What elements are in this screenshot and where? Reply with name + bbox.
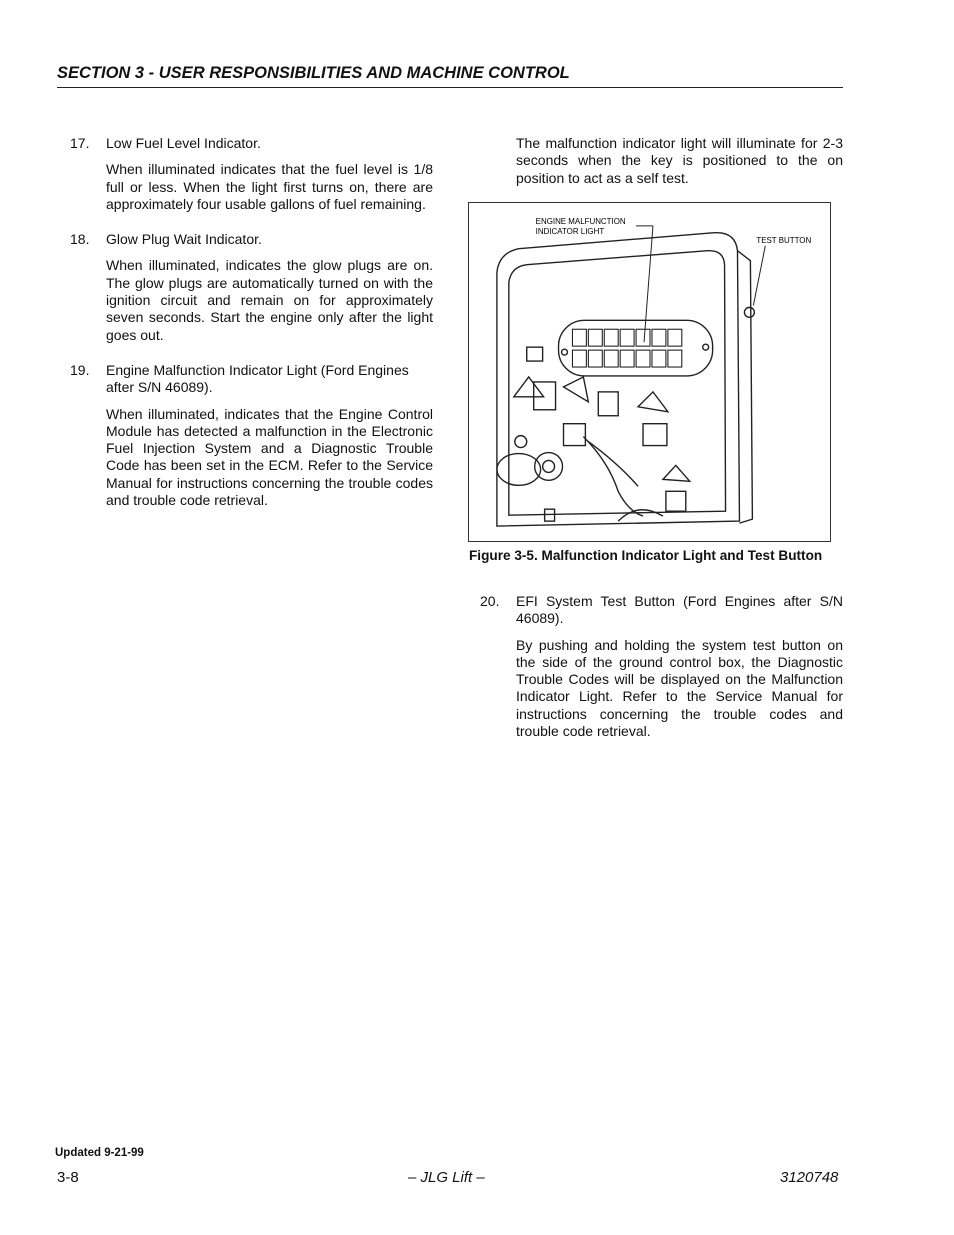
section-header: SECTION 3 - USER RESPONSIBILITIES AND MACHINE CONTROL bbox=[57, 64, 843, 88]
footer-center: – JLG Lift – bbox=[408, 1169, 485, 1186]
item-text: When illuminated indicates that the fuel level is 1/8 full or less. When the light first turns on, there are approximately four usable gallons of fuel remaining. bbox=[106, 161, 433, 212]
item-number: 19. bbox=[70, 361, 90, 378]
item-title: EFI System Test Button (Ford Engines after S/N 46089). bbox=[516, 593, 843, 627]
item-number: 18. bbox=[70, 231, 90, 248]
control-box-illustration bbox=[469, 203, 830, 541]
right-column-list bbox=[480, 593, 843, 758]
item-text: When illuminated, indicates that the Engine Control Module has detected a malfunction in the Electronic Fuel Injection System and a Diagnostic Trouble Code has been set in the ECM. Refer to the Service Manual for instructions concerning the trouble codes and trouble code retrieval. bbox=[106, 405, 433, 509]
item-title: Low Fuel Level Indicator. bbox=[106, 135, 261, 151]
updated-date: Updated 9-21-99 bbox=[55, 1147, 144, 1159]
item-text: By pushing and holding the system test button on the side of the ground control box, the Diagnostic Trouble Codes will be displayed on the Malfunction Indicator Light. Refer to the Service Manual for instructions concerning the trouble codes and trouble code retrieval. bbox=[516, 636, 843, 740]
right-intro-text: The malfunction indicator light will illuminate for 2-3 seconds when the key is positioned to the on position to act as a self test. bbox=[516, 135, 843, 186]
list-item-17 bbox=[70, 135, 433, 222]
right-intro-block bbox=[480, 135, 843, 205]
item-text: When illuminated, indicates the glow plugs are on. The glow plugs are automatically turned on with the ignition circuit and remain on for approximately seven seconds. Start the engine only after the light goes out. bbox=[106, 257, 433, 343]
item-number: 17. bbox=[70, 135, 90, 151]
left-column bbox=[70, 135, 433, 527]
figure-caption: Figure 3-5. Malfunction Indicator Light and Test Button bbox=[469, 548, 823, 563]
item-title: Glow Plug Wait Indicator. bbox=[106, 231, 262, 248]
label-indicator-light: INDICATOR LIGHT bbox=[535, 226, 605, 236]
figure-malfunction-light bbox=[468, 202, 831, 542]
list-item-19 bbox=[70, 362, 433, 518]
document-number: 3120748 bbox=[780, 1169, 839, 1186]
list-item-18 bbox=[70, 231, 433, 353]
item-number: 20. bbox=[480, 593, 500, 609]
page-number: 3-8 bbox=[57, 1169, 79, 1186]
item-title: Engine Malfunction Indicator Light (Ford Engines after S/N 46089). bbox=[106, 361, 409, 396]
label-test-button: TEST BUTTON bbox=[756, 235, 812, 245]
list-item-20 bbox=[480, 593, 843, 749]
label-engine-malfunction: ENGINE MALFUNCTION bbox=[535, 216, 626, 226]
